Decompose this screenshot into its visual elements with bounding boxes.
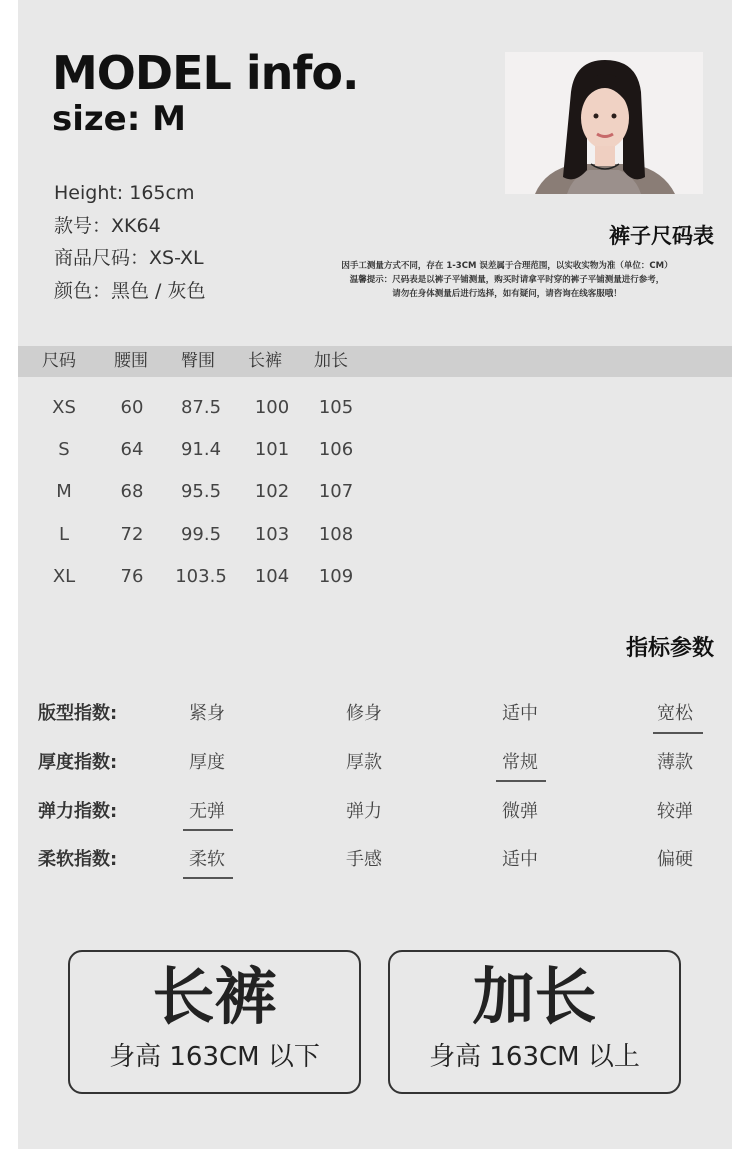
size-note-line-2: 温馨提示：尺码表是以裤子平铺测量，购买时请拿平时穿的裤子平铺测量进行参考，: [349, 275, 665, 285]
extended-height: 身高 163CM 以上: [429, 1042, 640, 1072]
style-number: 款号：XK64: [54, 215, 161, 237]
long-pants-box: [68, 950, 361, 1094]
param-option: 较弹: [657, 801, 693, 822]
table-cell: 103.5: [175, 566, 227, 587]
header-long-pants: 长裤: [248, 351, 282, 371]
table-cell: 104: [254, 566, 290, 587]
param-option: 修身: [346, 703, 382, 724]
param-option: 弹力: [346, 801, 382, 822]
table-cell: 76: [120, 566, 144, 587]
param-label: 版型指数:: [38, 703, 118, 724]
param-option: 适中: [502, 849, 538, 870]
table-cell: S: [58, 439, 70, 460]
model-height: Height: 165cm: [54, 182, 195, 204]
table-cell: XS: [52, 397, 76, 418]
table-cell: 108: [318, 524, 354, 545]
table-cell: M: [56, 481, 72, 502]
header-extended: 加长: [314, 351, 348, 371]
param-label: 柔软指数:: [38, 849, 118, 870]
table-cell: 109: [318, 566, 354, 587]
table-cell: 106: [318, 439, 354, 460]
param-option: 紧身: [189, 703, 225, 724]
table-cell: 102: [254, 481, 290, 502]
size-note-line-1: 因手工测量方式不同，存在 1-3CM 误差属于合理范围，以实收实物为准（单位：CM）: [341, 261, 673, 271]
table-cell: L: [58, 524, 70, 545]
table-cell: 99.5: [180, 524, 222, 545]
color-options: 颜色：黑色 / 灰色: [54, 280, 206, 302]
extended-title: 加长: [472, 960, 597, 1033]
table-cell: 64: [120, 439, 144, 460]
param-option: 偏硬: [657, 849, 693, 870]
table-cell: 60: [120, 397, 144, 418]
param-option: 厚度: [189, 752, 225, 773]
param-option: 微弹: [502, 801, 538, 822]
param-option-selected: 宽松: [657, 703, 693, 724]
param-label: 弹力指数:: [38, 801, 118, 822]
table-cell: 95.5: [180, 481, 222, 502]
table-cell: 105: [318, 397, 354, 418]
table-cell: 72: [120, 524, 144, 545]
model-photo: [505, 52, 703, 194]
table-cell: 101: [254, 439, 290, 460]
long-pants-title: 长裤: [152, 960, 277, 1033]
table-cell: 87.5: [180, 397, 222, 418]
table-cell: 68: [120, 481, 144, 502]
model-info-title: MODEL info.: [52, 46, 359, 100]
param-option: 手感: [346, 849, 382, 870]
param-option-selected: 无弹: [189, 801, 225, 822]
long-pants-height: 身高 163CM 以下: [109, 1042, 320, 1072]
param-option: 适中: [502, 703, 538, 724]
table-cell: XL: [52, 566, 76, 587]
selected-underline: [496, 780, 546, 782]
param-label: 厚度指数:: [38, 752, 118, 773]
header-hip: 臀围: [181, 351, 215, 371]
size-chart-title: 裤子尺码表: [609, 224, 714, 248]
param-option: 薄款: [657, 752, 693, 773]
header-waist: 腰围: [114, 351, 148, 371]
selected-underline: [183, 829, 233, 831]
table-cell: 91.4: [180, 439, 222, 460]
table-cell: 107: [318, 481, 354, 502]
selected-underline: [183, 877, 233, 879]
extended-box: [388, 950, 681, 1094]
table-cell: 103: [254, 524, 290, 545]
table-cell: 100: [254, 397, 290, 418]
size-range: 商品尺码：XS-XL: [54, 247, 204, 269]
size-note-line-3: 请勿在身体测量后进行选择，如有疑问，请咨询在线客服哦！: [392, 289, 622, 299]
model-size: size: M: [52, 99, 187, 139]
header-size: 尺码: [42, 351, 76, 371]
selected-underline: [653, 732, 703, 734]
params-title: 指标参数: [625, 636, 714, 661]
param-option-selected: 柔软: [189, 849, 225, 870]
param-option: 厚款: [346, 752, 382, 773]
param-option-selected: 常规: [502, 752, 538, 773]
